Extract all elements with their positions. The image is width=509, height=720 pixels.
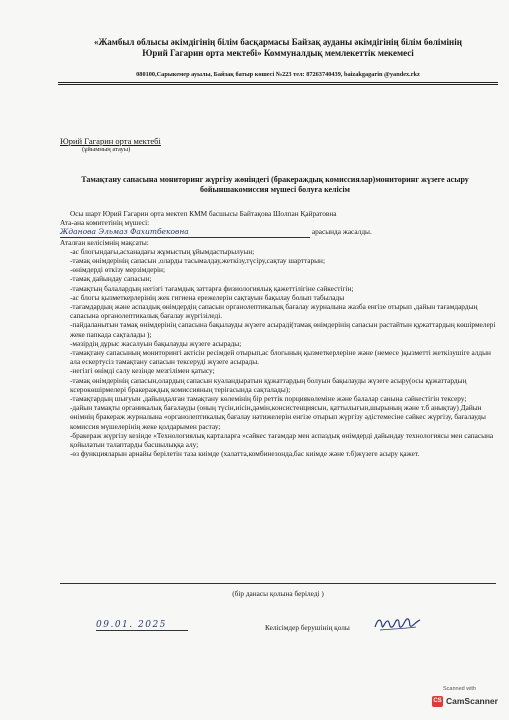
purpose-item: -бракераж жүргізу кезінде «Технологиялық карталарға »сәйкес тағамдар мен аспаздық өнімдерді дайындау технологиясы мен сапасына қойылатын талаптарды басшылыққа алу; [70,430,494,450]
handwritten-name: Жданова Эльмаз Фахитбековна [60,227,189,237]
copy-note: (бір данасы қолына беріледі ) [232,589,324,598]
purpose-item: -өз функцияларын арнайы берілетін таза киімде (халатта,комбинезонда,бас киімде және т.б)жүзеге асыру қажет. [70,449,420,459]
purpose-item: -тамақтың балалардың негізгі тағамдық заттарға физиологиялық қажеттілігіне сәйкестігін; [70,283,354,293]
committee-suffix: арасында жасалды. [311,227,372,237]
purpose-item: -пайдаланытын тамақ өнімдерінің сапасына бақылауды жүзеге асыраді(тамақ өнімдерінің сапасын растайтын құжаттардың көшірмелері жеке папкада сақталады ); [70,320,496,339]
purpose-item: -мәзірдің дұрыс жасалуын бақылауды жүзеге асырады; [70,338,242,348]
scanner-name: CamScanner [446,696,498,706]
header-line-1: «Жамбыл облысы әкімдігінің білім басқармасы Байзақ ауданы әкімдігінің білім бөлімінің [94,37,462,47]
purpose-items [60,247,496,459]
signature-date: 09.01. 2025 [96,620,188,631]
purpose-item: -тамақтану сапасының мониторингі актісін ресімдей отырып,ас блогының қызметкерлеріне және (немесе )қызметті жеткізушіге алдын ала ескертусіз тамақтану сапасын тексеруді жүзеге асырады. [70,348,491,367]
purpose-item: -тамақтардың шығуын ,дайындалған тамақтану көлемінің бір реттік порциякөлеміне және балалар санына сәйкестігін тексеру; [70,394,467,404]
handwritten-signature [372,612,422,634]
intro-line: Осы шарт Юрий Гагарин орта мектеп КММ басшысы Байтақова Шолпан Қайратовна [70,209,337,218]
header-address: 080100,Сарыкемер ауылы, Байзақ батыр көшесі №223 тел: 87263740439, baizakgagarin @yandex.rkz [136,71,420,78]
header-line-2: Юрий Гагарин орта мектебі» Коммуналдық мемлекеттік мекемесі [142,48,414,58]
purpose-item: -тамақ өнімдерінің сапасын,олардың сапасын куәландыратын құжаттардың болуын бақылауды жүзеге асыру(осы құжаттардың ксерокөшірмелері бракераждық комиссияның теріғасында сақталады); [70,375,467,394]
signature-label: Келісімдер берушінің қолы [265,623,350,632]
purpose-item: -тамақ өнімдерінің сапасын ,оларды тасымалдау,жеткізу,түсіру,сақтау шарттарын; [70,256,325,266]
committee-name-line [60,227,496,237]
committee-label: Ата-ана комитетінің мүшесі: [60,218,150,228]
header-rule [58,82,498,83]
organization-caption: (ұйымның атауы) [82,146,131,153]
committee-line [60,218,496,227]
committee-name-field [60,227,310,237]
organization-name: Юрий Гагарин орта мектебі [60,136,161,146]
purpose-item: -негізгі өнімді салу кезінде мезгілімен қатысу; [70,366,215,376]
purpose-label: Аталған келісімнің мақсаты: [60,237,149,247]
scanner-logo-icon: CS [432,696,443,707]
separator-line [60,583,496,584]
agreement-body [60,209,496,458]
purpose-item: -дайын тамақты органикалық бағалауды (оның түсін,иісін,дәмін,консистенциясын, қаттылығын,шырының және т.б анықтау) Дайын өнімнің бракераж журналына «органолептикалық бағалау нәтижелерін енгізе отырып жүргізу әдістемесіне сәйкес жүргізу, бағалауды комиссия мүшелерінің жеке қолдарымен растау; [70,403,486,431]
document-title: Тамақтану сапасына мониторинг жүргізу жөніндегі (бракераждық комиссиялар)мониторинг жүзеге асыру бойыншакомиссия мүшесі болуға келісім [81,175,469,194]
purpose-item: -тағамдардың және аспаздық өнімдердің сапасын органолептикалық бағалау журналына жазба енгізе отырып ,дайын тағамдардың сапасына органолептикалық бағалау жүргізіледі. [70,302,478,321]
purpose-item: -тамақ дайындау сапасын; [70,274,152,284]
header-rule-thin [58,84,498,85]
purpose-item: -өнімдерді өткізу мерзімдерін; [70,265,165,275]
purpose-item: -ас блогындағы,асханадағы жұмыстың ұйымдастырылуын; [70,246,255,256]
scanner-caption: Scanned with [443,686,477,692]
purpose-item: -ас блогы қызметкерлерінің жек гигиена ережелерін сақтауын бақылау болып табылады [70,292,345,302]
